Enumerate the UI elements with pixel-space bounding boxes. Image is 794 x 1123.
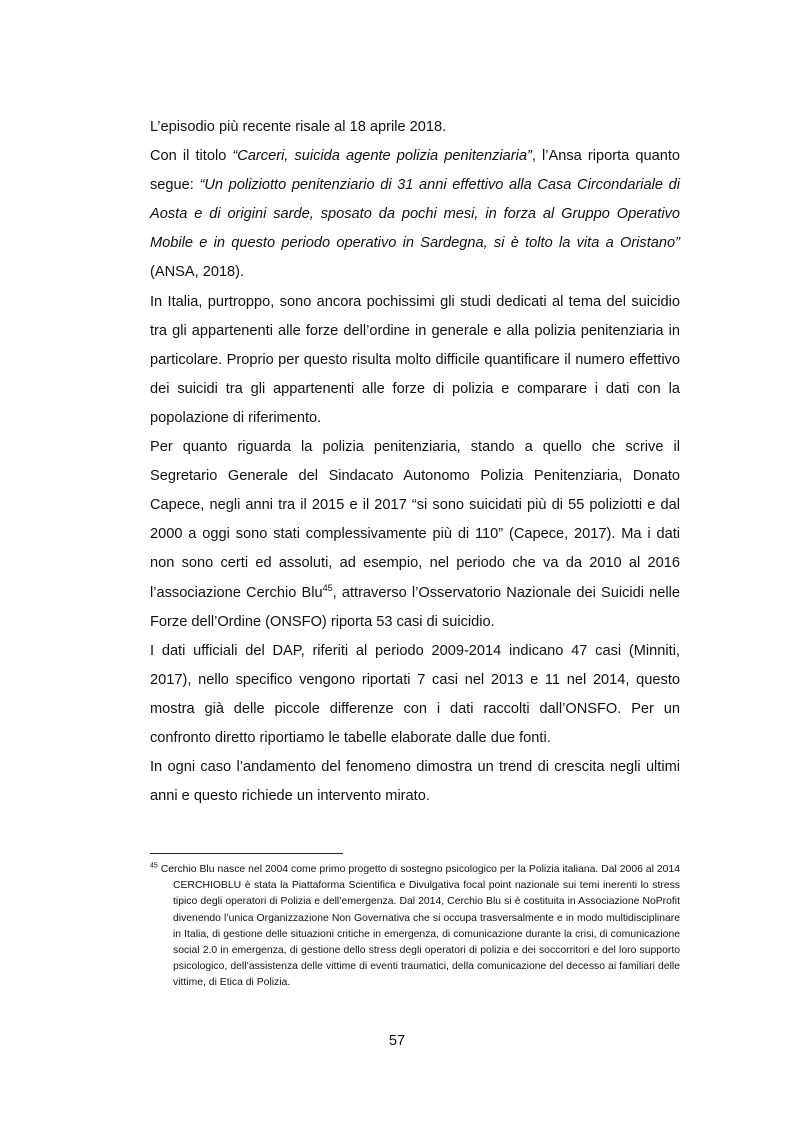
paragraph-2-intro: Con il titolo <box>150 148 233 165</box>
paragraph-2-mid: , l’Ansa riporta quanto segue: <box>150 148 680 194</box>
paragraph-3: In Italia, purtroppo, sono ancora pochissimi gli studi dedicati al tema del suicidio tra gli appartenenti alle forze dell’ordine in generale e alla polizia penitenziaria in particolare. Proprio per questo risulta molto difficile quantificare il numero effettivo dei suicidi tra gli appartenenti alle forze di polizia e comparare i dati con la popolazione di riferimento. <box>150 293 680 426</box>
footnote-separator <box>150 853 343 854</box>
body-text <box>150 113 680 811</box>
footnote-reference[interactable]: 45 <box>322 582 333 593</box>
footnote-number: 45 <box>150 862 158 870</box>
paragraph-4 <box>150 433 680 637</box>
paragraph-4-before: Per quanto riguarda la polizia penitenziaria, stando a quello che scrive il Segretario Generale del Sindacato Autonomo Polizia Penitenziaria, Donato Capece, negli anni tra il 2015 e il 2017 “si sono suicidati più di 55 poliziotti e dal 2000 a oggi sono stati complessivamente più di 110” (Capece, 2017). Ma i dati non sono certi ed assoluti, ad esempio, nel periodo che va da 2010 al 2016 l’associazione Cerchio Blu <box>150 439 680 601</box>
footnote-text: Cerchio Blu nasce nel 2004 come primo progetto di sostegno psicologico per la Polizia italiana. Dal 2006 al 2014 CERCHIOBLU è stata la Piattaforma Scientifica e Divulgativa focal point nazionale sui temi inerenti lo stress tipico degli operatori di Polizia e dell’emergenza. Dal 2014, Cerchio Blu si è costituita in Associazione NoProfit divenendo l’unica Organizzazione Non Governativa che si occupa trasversalmente e in modo multidisciplinare in Italia, di gestione delle situazioni critiche in emergenza, di comunicazione durante la crisi, di comunicazione social 2.0 in emergenza, di gestione dello stress degli operatori di polizia e dei soccorritori e del loro supporto psicologico, dell’assistenza delle vittime di eventi traumatici, della comunicazione del decesso ai familiari delle vittime, di Etica di Polizia. <box>157 864 680 989</box>
paragraph-2 <box>150 142 680 287</box>
citation-ansa: (ANSA, 2018). <box>150 264 245 281</box>
news-quote: “Un poliziotto penitenziario di 31 anni effettivo alla Casa Circondariale di Aosta e di origini sarde, sposato da pochi mesi, in forza al Gruppo Operativo Mobile e in questo periodo operativo in Sardegna, si è tolto la vita a Oristano” <box>150 177 681 252</box>
paragraph-5: I dati ufficiali del DAP, riferiti al periodo 2009-2014 indicano 47 casi (Minniti, 2017), nello specifico vengono riportati 7 casi nel 2013 e 11 nel 2014, questo mostra già delle piccole differenze con i dati raccolti dall’ONSFO. Per un confronto diretto riportiamo le tabelle elaborate dalle due fonti. <box>150 642 680 746</box>
paragraph-4-after: , attraverso l’Osservatorio Nazionale dei Suicidi nelle Forze dell’Ordine (ONSFO) riporta 53 casi di suicidio. <box>150 584 681 630</box>
paragraph-6: In ogni caso l’andamento del fenomeno dimostra un trend di crescita negli ultimi anni e questo richiede un intervento mirato. <box>150 759 680 805</box>
page-number: 57 <box>388 1033 406 1049</box>
footnote <box>150 862 680 992</box>
news-title: “Carceri, suicida agente polizia penitenziaria” <box>232 148 532 165</box>
paragraph-1: L’episodio più recente risale al 18 aprile 2018. <box>150 119 447 135</box>
